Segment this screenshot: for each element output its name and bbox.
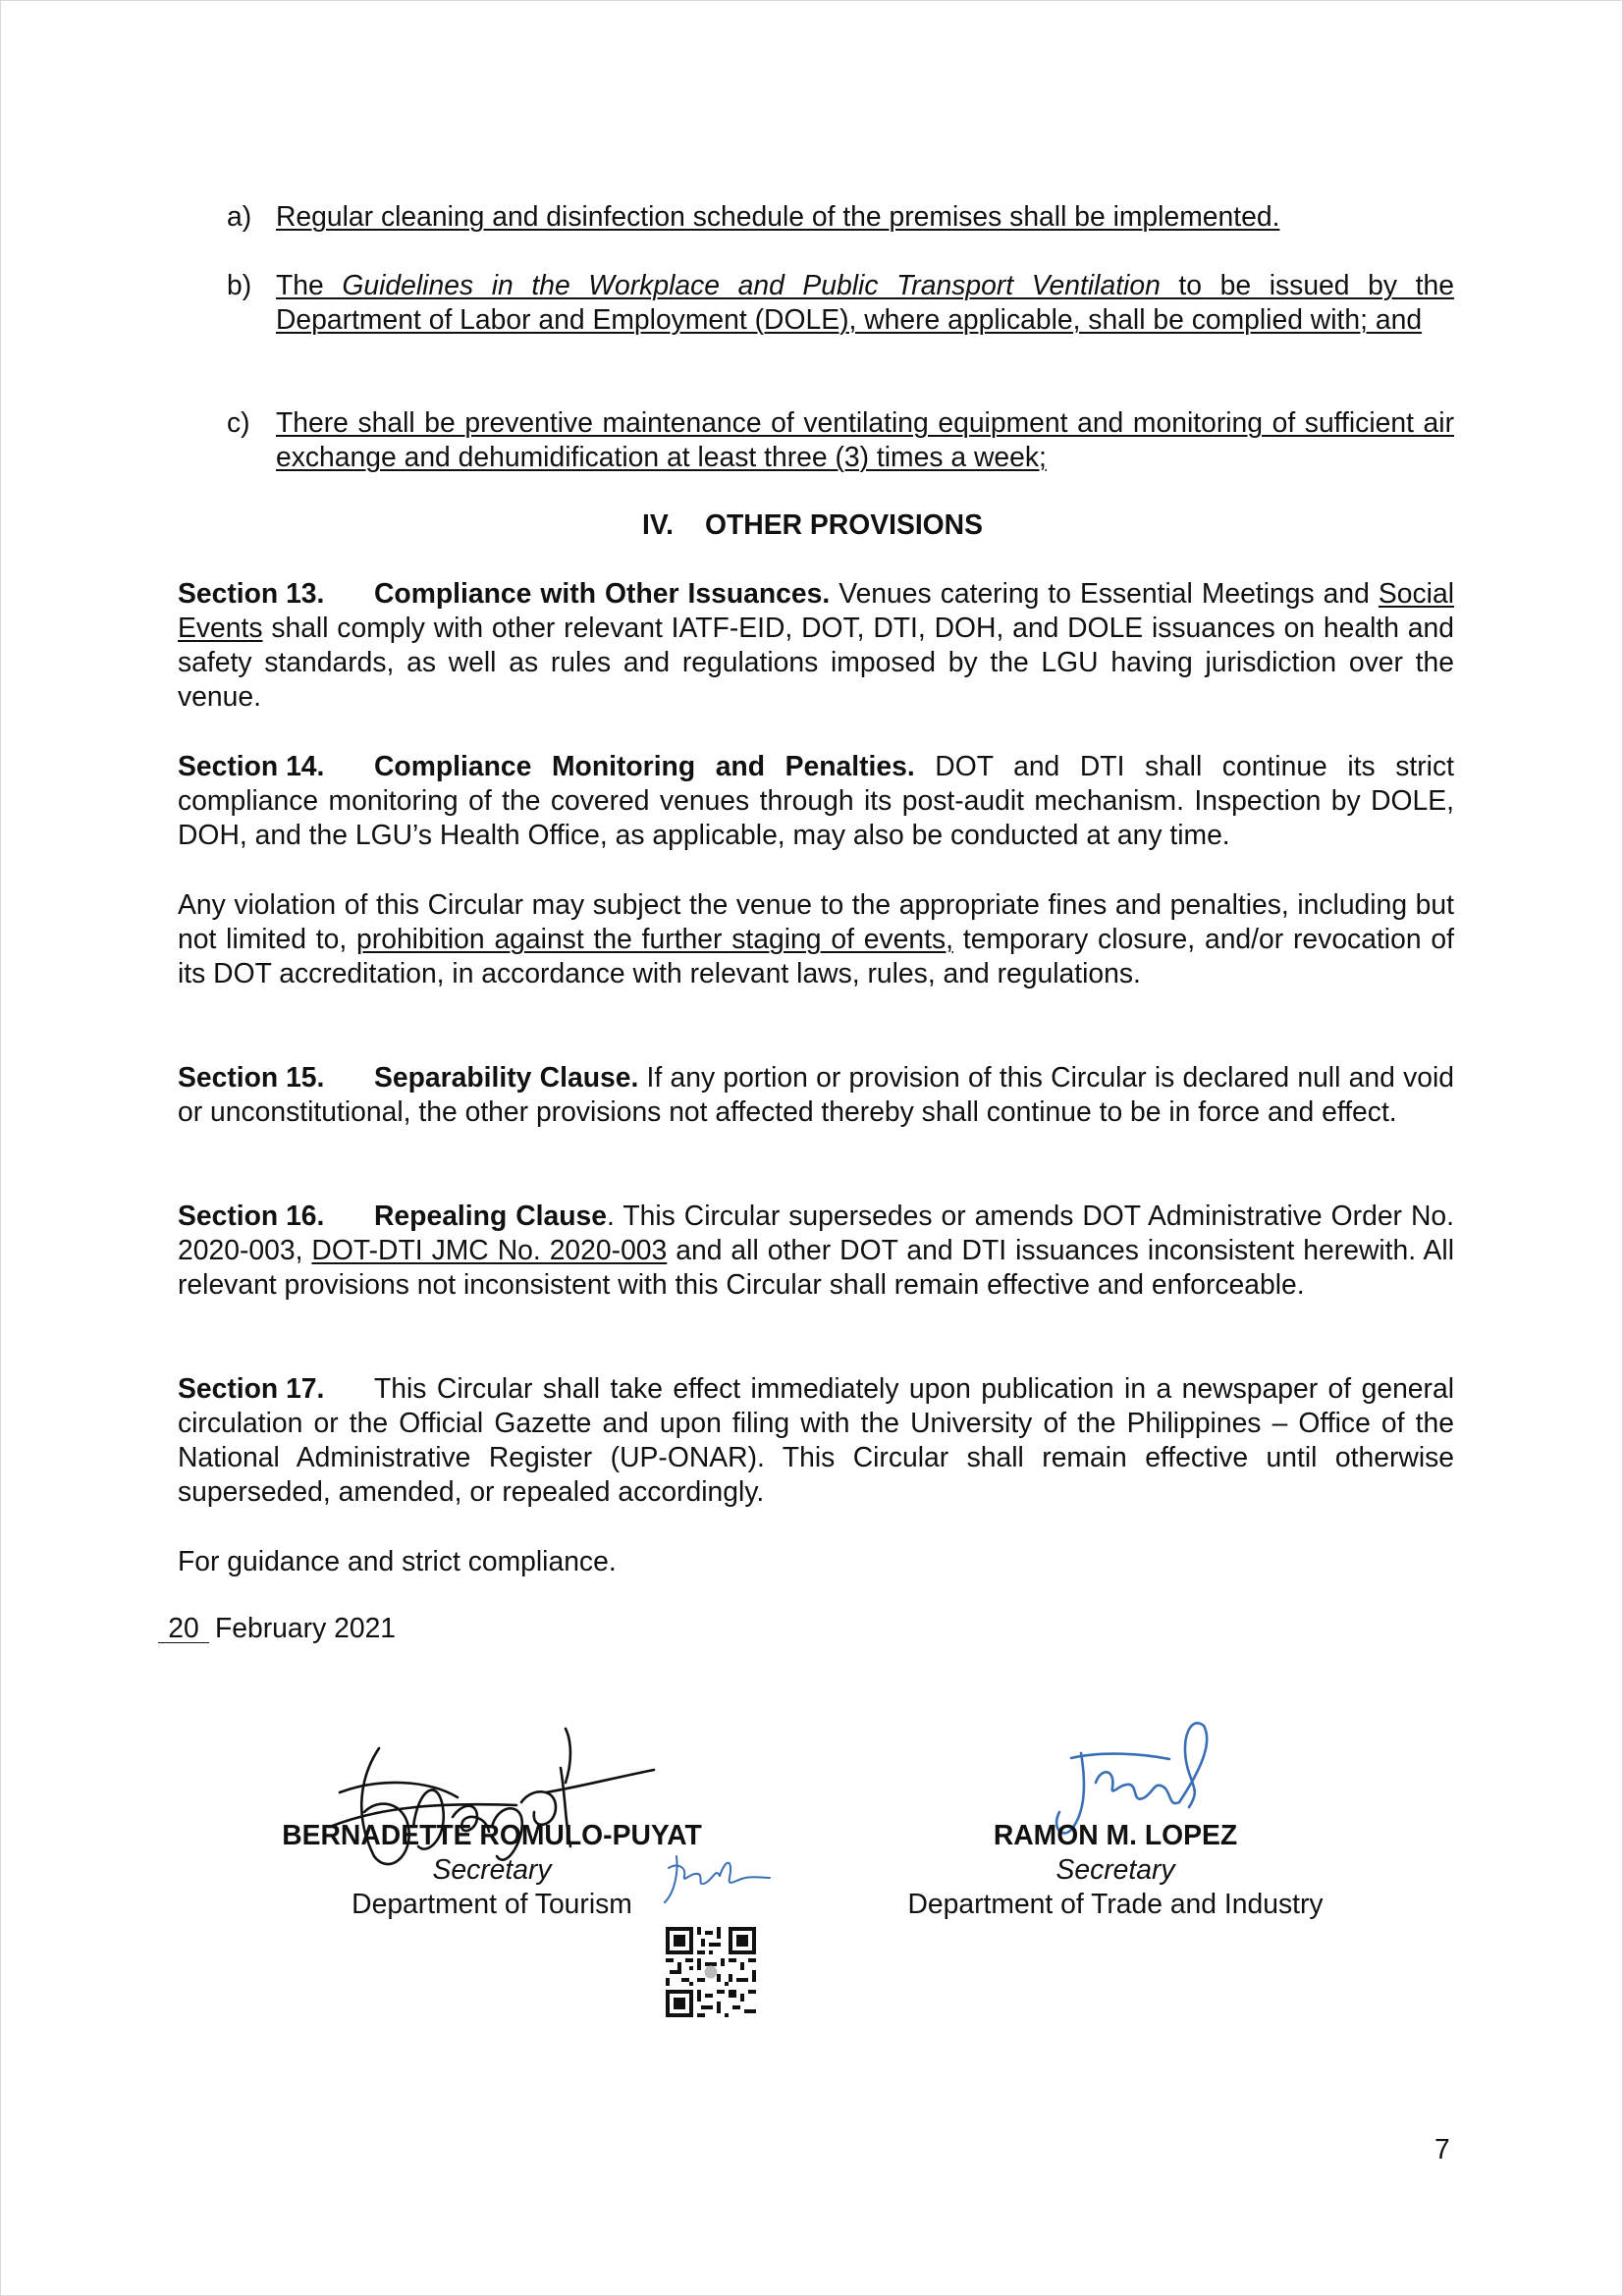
date-month-year: February 2021 bbox=[215, 1612, 397, 1643]
signatory-block-tourism bbox=[227, 1818, 757, 1921]
date-day: 20 bbox=[158, 1613, 209, 1643]
list-marker: b) bbox=[227, 269, 252, 300]
section-title: Compliance Monitoring and Penalties. bbox=[374, 750, 915, 781]
list-marker: c) bbox=[227, 406, 250, 438]
underlined-amendment: Social Events bbox=[178, 577, 1454, 643]
section-title: Repealing Clause bbox=[374, 1200, 608, 1231]
section-number: Section 15. bbox=[178, 1061, 325, 1093]
signatory-block-trade bbox=[865, 1818, 1366, 1921]
signatory-name: BERNADETTE ROMULO-PUYAT bbox=[282, 1819, 702, 1850]
list-item-b bbox=[227, 268, 1454, 337]
list-item-text: Regular cleaning and disinfection schedule of the premises shall be implemented. bbox=[276, 200, 1280, 232]
section-number: Section 17. bbox=[178, 1372, 325, 1404]
heading-title: OTHER PROVISIONS bbox=[704, 508, 983, 540]
qr-code-image bbox=[666, 1927, 756, 2017]
signatory-title: Secretary bbox=[1055, 1853, 1175, 1885]
signatory-department: Department of Tourism bbox=[352, 1888, 632, 1919]
section-number: Section 13. bbox=[178, 577, 325, 609]
list-item-text: The Guidelines in the Workplace and Public Transport Ventilation to be issued by the Department of Labor and Employment (DOLE), where applicable, shall be complied with; and bbox=[276, 269, 1454, 335]
section-16: Section 16. Repealing Clause. This Circular supersedes or amends DOT Administrative Order No. 2020-003, DOT-DTI JMC No. 2020-003 and all other DOT and DTI issuances inconsistent herewith. All relevant provisions not inconsistent with this Circular shall remain effective and enforceable. bbox=[178, 1200, 1454, 1300]
section-17: Section 17. This Circular shall take effect immediately upon publication in a newspaper of general circulation or the Official Gazette and upon filing with the University of the Philippines – Office of the National Administrative Register (UP-ONAR). This Circular shall remain effective until otherwise superseded, amended, or repealed accordingly. bbox=[178, 1372, 1454, 1507]
signatory-department: Department of Trade and Industry bbox=[907, 1888, 1324, 1919]
section-number: Section 16. bbox=[178, 1200, 325, 1231]
heading-roman-numeral: IV. bbox=[641, 508, 674, 540]
date-line bbox=[158, 1611, 396, 1645]
section-title: Compliance with Other Issuances. bbox=[374, 577, 831, 609]
closing-line: For guidance and strict compliance. bbox=[178, 1545, 617, 1576]
section-14: Section 14. Compliance Monitoring and Penalties. DOT and DTI shall continue its strict compliance monitoring of the covered venues through its post-audit mechanism. Inspection by DOLE, DOH, and the LGU’s Health Office, as applicable, may also be conducted at any time. bbox=[178, 750, 1454, 850]
section-title: Separability Clause. bbox=[374, 1061, 639, 1093]
list-item-c bbox=[227, 405, 1454, 474]
section-15: Section 15. Separability Clause. If any portion or provision of this Circular is declared null and void or unconstitutional, the other provisions not affected thereby shall continue to be in force and effect. bbox=[178, 1061, 1454, 1127]
section-heading bbox=[1, 507, 1623, 542]
signatory-name: RAMON M. LOPEZ bbox=[993, 1819, 1238, 1850]
page-number: 7 bbox=[1434, 2133, 1450, 2164]
list-item-a bbox=[227, 199, 1454, 234]
section-number: Section 14. bbox=[178, 750, 325, 781]
list-item-text: There shall be preventive maintenance of ventilating equipment and monitoring of sufficient air exchange and dehumidification at least three (3) times a week; bbox=[276, 406, 1454, 472]
underlined-amendment: prohibition against the further staging of events, bbox=[356, 923, 954, 954]
signatory-title: Secretary bbox=[432, 1853, 552, 1885]
section-13: Section 13. Compliance with Other Issuances. Venues catering to Essential Meetings and Social Events shall comply with other relevant IATF-EID, DOT, DTI, DOH, and DOLE issuances on health and safety standards, as well as rules and regulations imposed by the LGU having jurisdiction over the venue. bbox=[178, 577, 1454, 712]
guidelines-title: Guidelines in the Workplace and Public Transport Ventilation bbox=[342, 269, 1161, 300]
section-14-penalties-paragraph: Any violation of this Circular may subject the venue to the appropriate fines and penalties, including but not limited to, prohibition against the further staging of events, temporary closure, and/or revocation of its DOT accreditation, in accordance with relevant laws, rules, and regulations. bbox=[178, 888, 1454, 988]
list-marker: a) bbox=[227, 200, 252, 232]
underlined-amendment: DOT-DTI JMC No. 2020-003 bbox=[311, 1234, 668, 1265]
